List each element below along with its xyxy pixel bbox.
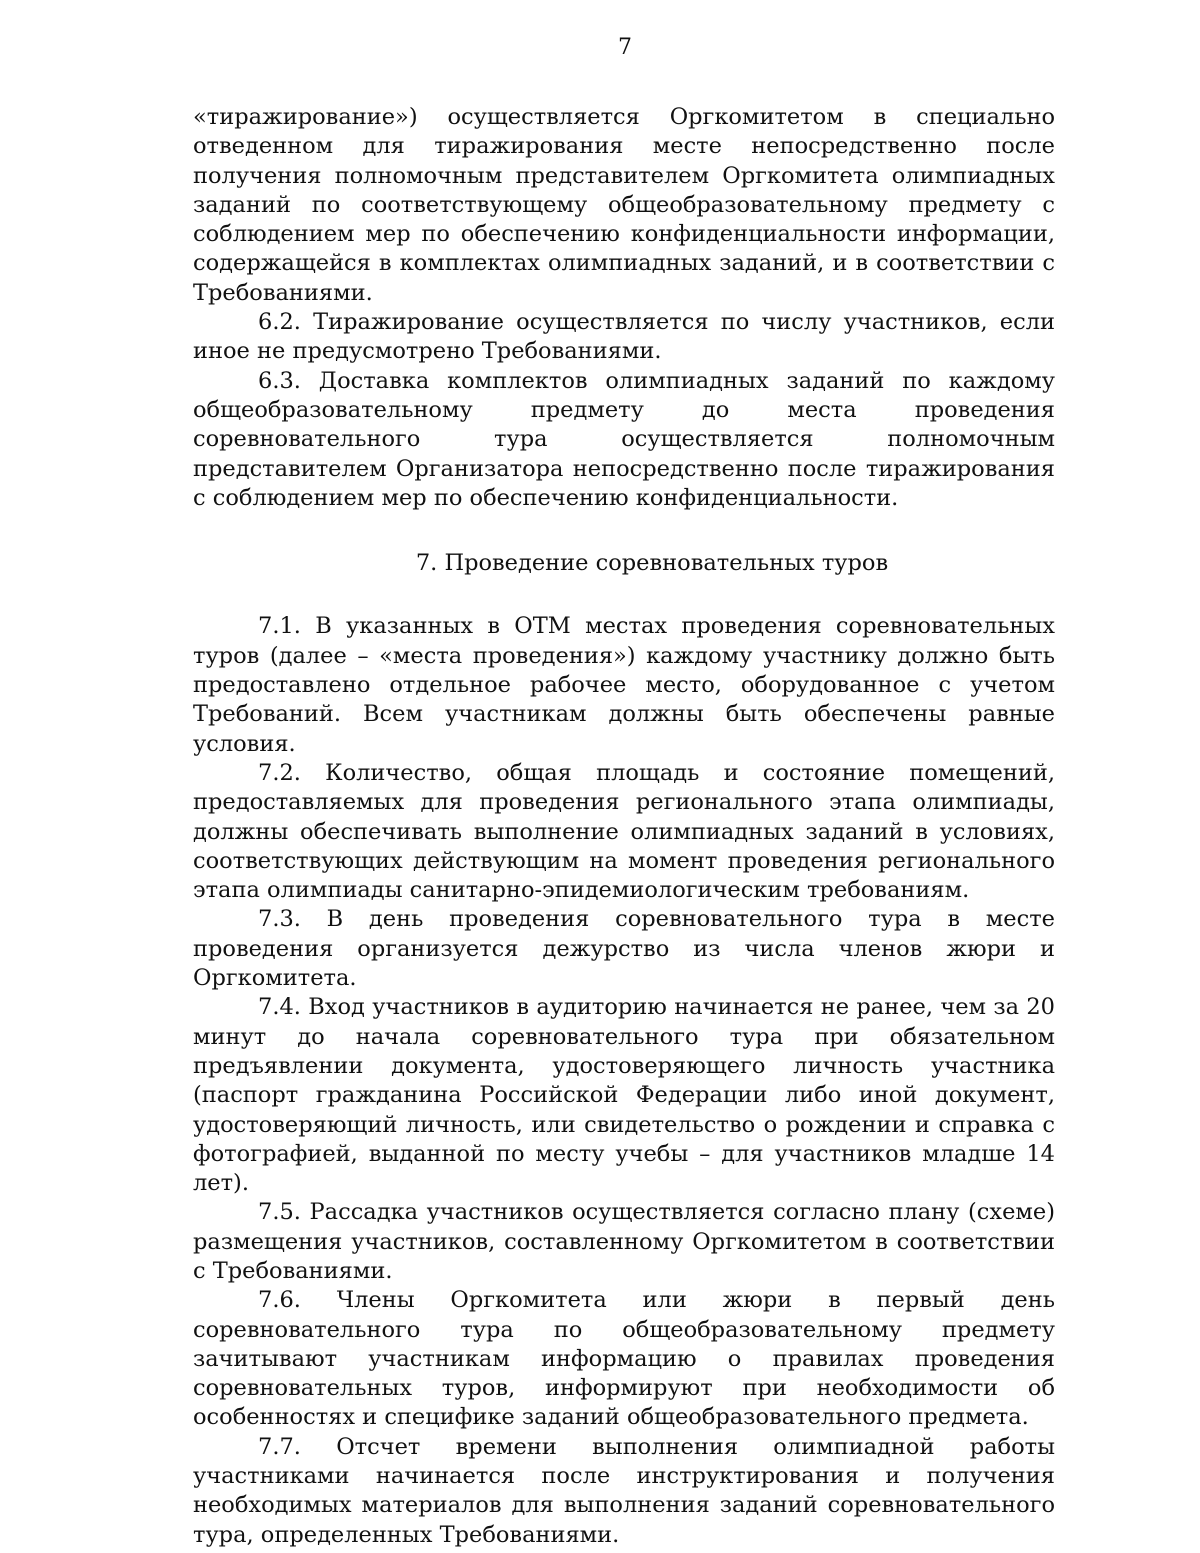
paragraph-7-5: 7.5. Рассадка участников осуществляется согласно плану (схеме) размещения участников, составленному Оргкомитетом в соответствии с Требованиями. — [193, 1199, 1055, 1284]
paragraph-6-3: 6.3. Доставка комплектов олимпиадных заданий по каждому общеобразовательному предмету до места проведения соревновательного тура осуществляется полномочным представителем Организатора непосредственно после тиражирования с соблюдением мер по обеспечению конфиденциальности. — [193, 367, 1055, 511]
document-body — [193, 103, 1055, 1550]
paragraph-6-2: 6.2. Тиражирование осуществляется по числу участников, если иное не предусмотрено Требованиями. — [193, 309, 1055, 365]
paragraph-7-4: 7.4. Вход участников в аудиторию начинается не ранее, чем за 20 минут до начала соревновательного тура при обязательном предъявлении документа, удостоверяющего личность участника (паспорт гражданина Российской Федерации либо иной документ, удостоверяющий личность, или свидетельство о рождении и справка с фотографией, выданной по месту учебы – для участников младше 14 лет). — [193, 994, 1055, 1197]
paragraph-7-7: 7.7. Отсчет времени выполнения олимпиадной работы участниками начинается после инструктирования и получения необходимых материалов для выполнения заданий соревновательного тура, определенных Требованиями. — [193, 1433, 1055, 1548]
page-number: 7 — [618, 35, 632, 60]
paragraph-7-1: 7.1. В указанных в ОТМ местах проведения соревновательных туров (далее – «места проведения») каждому участнику должно быть предоставлено отдельное рабочее место, оборудованное с учетом Требований. Всем участникам должны быть обеспечены равные условия. — [193, 613, 1055, 757]
section-7-heading: 7. Проведение соревновательных туров — [415, 550, 889, 577]
paragraph-7-3: 7.3. В день проведения соревновательного тура в месте проведения организуется дежурство из числа членов жюри и Оргкомитета. — [193, 906, 1055, 992]
paragraph-6-1-continuation: «тиражирование») осуществляется Оргкомитетом в специально отведенном для тиражирования месте непосредственно после получения полномочным представителем Оргкомитета олимпиадных заданий по соответствующему общеобразовательному предмету с соблюдением мер по обеспечению конфиденциальности информации, содержащейся в комплектах олимпиадных заданий, и в соответствии с Требованиями. — [193, 104, 1055, 306]
paragraph-7-2: 7.2. Количество, общая площадь и состояние помещений, предоставляемых для проведения регионального этапа олимпиады, должны обеспечивать выполнение олимпиадных заданий в условиях, соответствующих действующим на момент проведения регионального этапа олимпиады санитарно-эпидемиологическим требованиям. — [193, 759, 1055, 904]
paragraph-7-6: 7.6. Члены Оргкомитета или жюри в первый день соревновательного тура по общеобразовательному предмету зачитывают участникам информацию о правилах проведения соревновательных туров, информируют при необходимости об особенностях и специфике заданий общеобразовательного предмета. — [193, 1287, 1055, 1431]
